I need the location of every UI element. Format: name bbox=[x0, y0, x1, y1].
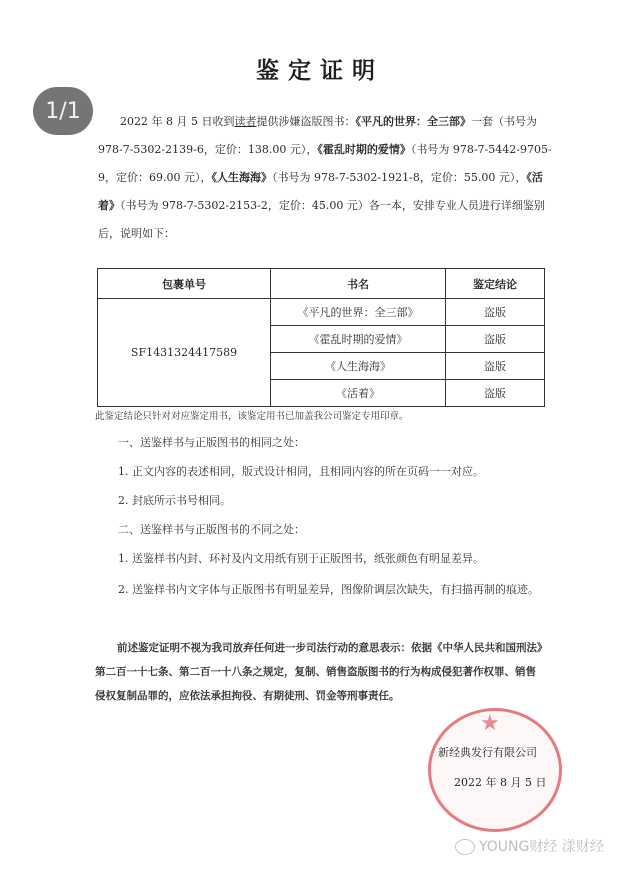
intro-book: 《人生海海》 bbox=[211, 171, 272, 184]
intro-text: （书号为 978-7-5302-2153-2，定价：45.00 元）各一本，安排专业人员进行详细鉴别后，说明如下： bbox=[98, 199, 545, 240]
header-book-title: 书名 bbox=[271, 269, 446, 299]
intro-paragraph bbox=[98, 108, 553, 248]
watermark-text: YOUNG财经 漾财经 bbox=[479, 839, 604, 855]
intro-date: 2022 年 8 月 5 日收到 bbox=[120, 115, 235, 128]
intro-text: （书号为 978-7-5302-1921-8，定价：55.00 元）， bbox=[272, 171, 527, 184]
wechat-icon bbox=[455, 839, 475, 855]
intro-text: （书号为 978-7-5442-9705-9，定价：69.00 元）， bbox=[98, 143, 552, 184]
intro-book: 《平凡的世界：全三部》 bbox=[355, 115, 471, 128]
section-2-item: 1. 送鉴样书内封、环衬及内文用纸有别于正版图书，纸张颜色有明显差异。 bbox=[118, 552, 484, 565]
result-cell: 盗版 bbox=[446, 299, 545, 326]
section-2-heading: 二、送鉴样书与正版图书的不同之处： bbox=[118, 523, 305, 536]
signature-company: 新经典发行有限公司 bbox=[438, 746, 537, 759]
table-header-row bbox=[98, 269, 545, 299]
intro-text: 一套（书号为 978-7-5302-2139-6，定价：138.00 元）， bbox=[98, 115, 537, 156]
result-cell: 盗版 bbox=[446, 353, 545, 380]
table-row bbox=[98, 299, 545, 326]
appraisal-table bbox=[97, 268, 545, 407]
intro-book: 《活着》 bbox=[98, 171, 543, 212]
seal-star-icon: ★ bbox=[480, 711, 500, 736]
section-1-heading: 一、送鉴样书与正版图书的相同之处： bbox=[118, 436, 305, 449]
page-indicator-badge: 1/1 bbox=[33, 87, 93, 135]
section-1-item: 2. 封底所示书号相同。 bbox=[118, 494, 231, 507]
result-cell: 盗版 bbox=[446, 326, 545, 353]
header-package-no: 包裹单号 bbox=[98, 269, 271, 299]
section-2-item: 2. 送鉴样书内文字体与正版图书有明显差异，图像阶调层次缺失，有扫描再制的痕迹。 bbox=[118, 583, 539, 596]
signature-date: 2022 年 8 月 5 日 bbox=[454, 776, 547, 789]
book-cell: 《活着》 bbox=[271, 380, 446, 407]
book-cell: 《霍乱时期的爱情》 bbox=[271, 326, 446, 353]
watermark bbox=[455, 838, 604, 856]
header-result: 鉴定结论 bbox=[446, 269, 545, 299]
document-title: 鉴定证明 bbox=[256, 58, 384, 84]
intro-text: 提供涉嫌盗版图书： bbox=[256, 115, 356, 128]
result-cell: 盗版 bbox=[446, 380, 545, 407]
book-cell: 《平凡的世界：全三部》 bbox=[271, 299, 446, 326]
package-number-cell: SF1431324417589 bbox=[98, 299, 271, 407]
legal-statement: 前述鉴定证明不视为我司放弃任何进一步司法行动的意思表示：依据《中华人民共和国刑法》第二百一十七条、第二百一十八条之规定，复制、销售盗版图书的行为构成侵犯著作权罪、销售侵权复制品罪的，应依法承担拘役、有期徒刑、罚金等刑事责任。 bbox=[95, 642, 543, 702]
intro-book: 《霍乱时期的爱情》 bbox=[317, 143, 411, 156]
intro-sender: 读者 bbox=[234, 115, 257, 128]
table-note: 此鉴定结论只针对对应鉴定用书，该鉴定用书已加盖我公司鉴定专用印章。 bbox=[95, 411, 409, 422]
section-1-item: 1. 正文内容的表述相同，版式设计相同，且相同内容的所在页码一一对应。 bbox=[118, 465, 484, 478]
book-cell: 《人生海海》 bbox=[271, 353, 446, 380]
